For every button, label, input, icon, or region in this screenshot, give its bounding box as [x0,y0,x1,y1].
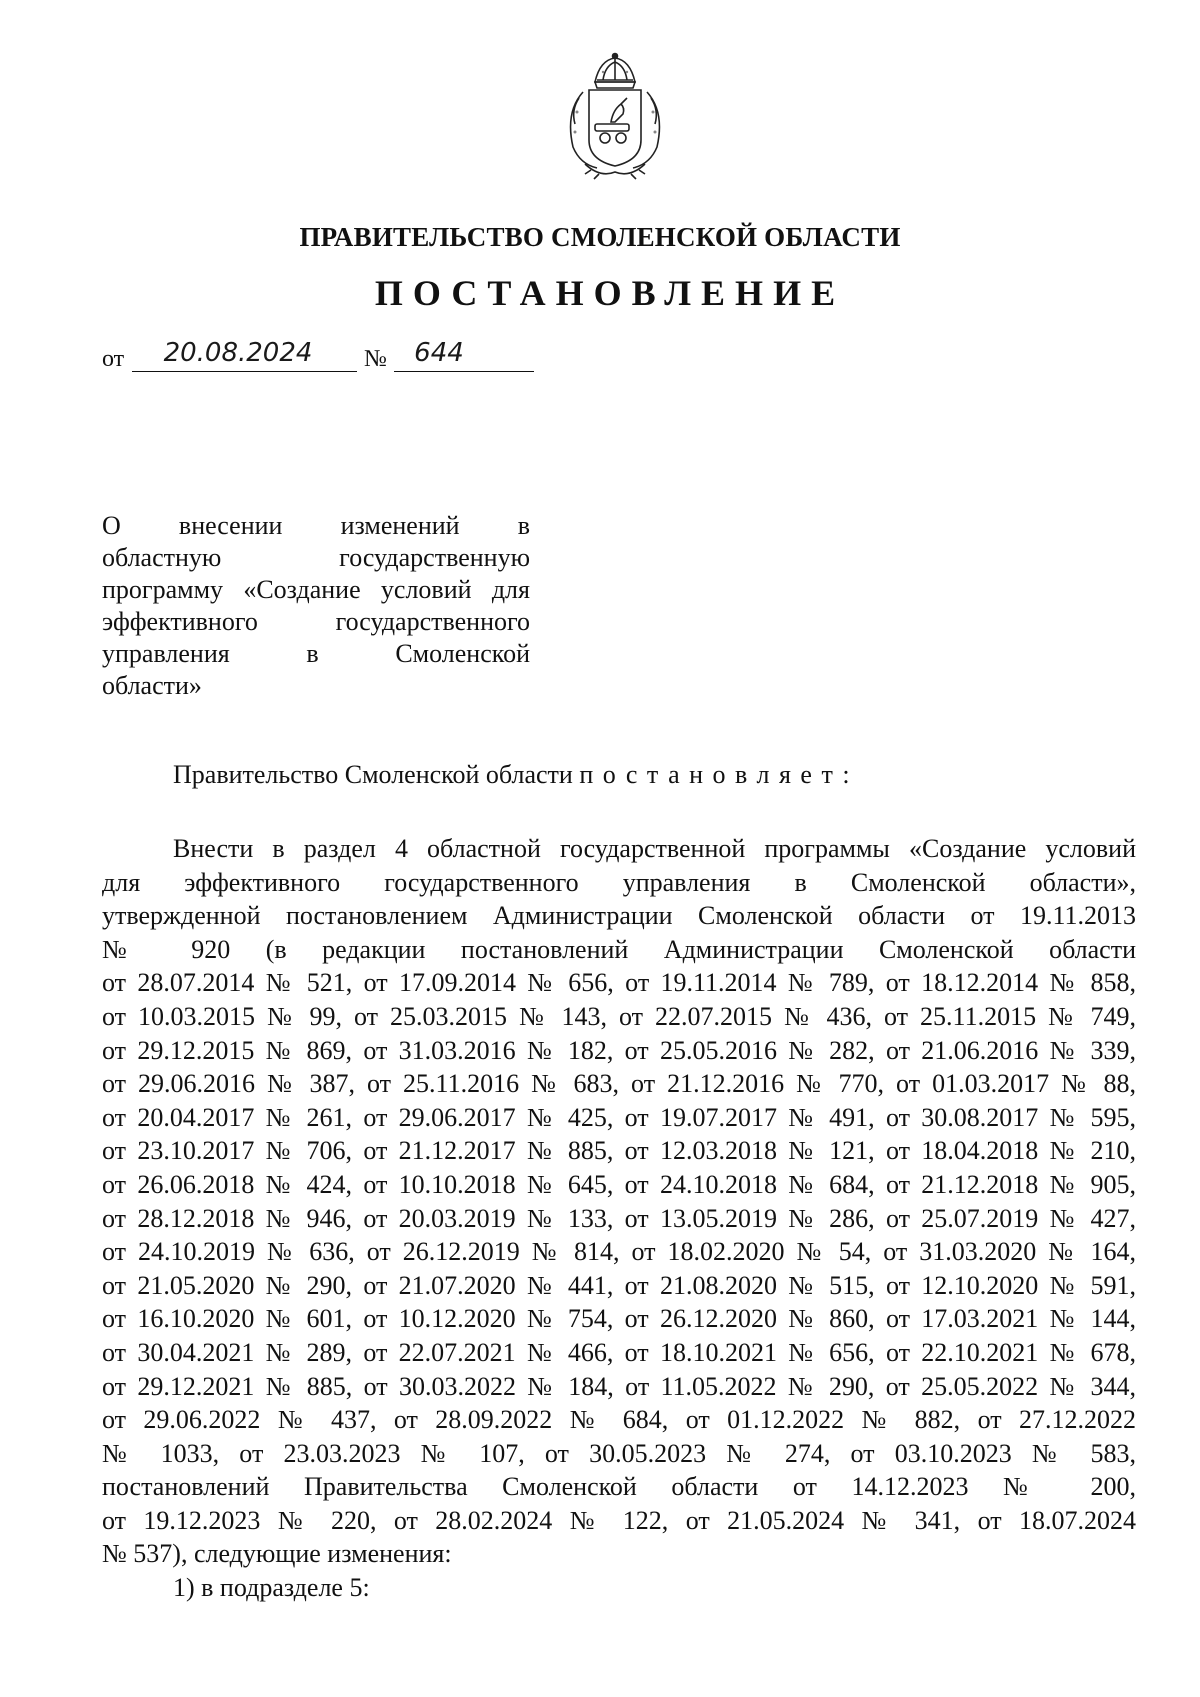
subject-line: областную государственную [102,543,530,572]
coat-of-arms-icon [555,52,675,182]
date-underline [132,371,357,372]
body-line: № 537), следующие изменения: [102,1539,452,1569]
body-line: от 10.03.2015 № 99, от 25.03.2015 № 143, от 22.07.2015 № 436, от 25.11.2015 № 749, [102,1001,1136,1031]
document-body [102,832,1136,1605]
subject-line: эффективного государственного [102,607,530,636]
decree-verb: постановляет: [579,760,860,789]
body-line: от 29.06.2016 № 387, от 25.11.2016 № 683, от 21.12.2016 № 770, от 01.03.2017 № 88, [102,1069,1136,1099]
subject-line: области» [102,671,202,700]
document-subject [102,510,530,702]
body-line: от 29.12.2015 № 869, от 31.03.2016 № 182, от 25.05.2016 № 282, от 21.06.2016 № 339, [102,1035,1136,1065]
body-line: № 1033, от 23.03.2023 № 107, от 30.05.2023 № 274, от 03.10.2023 № 583, [102,1438,1136,1468]
body-line: от 20.04.2017 № 261, от 29.06.2017 № 425, от 19.07.2017 № 491, от 30.08.2017 № 595, [102,1102,1136,1132]
decree-subject: Правительство Смоленской области [173,760,573,789]
number-value: 644 [414,338,464,368]
body-line: от 30.04.2021 № 289, от 22.07.2021 № 466, от 18.10.2021 № 656, от 22.10.2021 № 678, [102,1337,1136,1367]
body-line: утвержденной постановлением Администрации Смоленской области от 19.11.2013 [102,901,1136,931]
number-underline [394,371,534,372]
body-line: постановлений Правительства Смоленской области от 14.12.2023 № 200, [102,1472,1136,1502]
subject-line: О внесении изменений в [102,511,530,540]
body-line: от 21.05.2020 № 290, от 21.07.2020 № 441, от 21.08.2020 № 515, от 12.10.2020 № 591, [102,1270,1136,1300]
organization-title: ПРАВИТЕЛЬСТВО СМОЛЕНСКОЙ ОБЛАСТИ [299,222,901,252]
date-prefix: от [102,346,125,372]
body-line: от 29.06.2022 № 437, от 28.09.2022 № 684, от 01.12.2022 № 882, от 27.12.2022 [102,1405,1136,1435]
body-line: от 23.10.2017 № 706, от 21.12.2017 № 885, от 12.03.2018 № 121, от 18.04.2018 № 210, [102,1136,1136,1166]
body-line: № 920 (в редакции постановлений Администрации Смоленской области [102,934,1136,964]
body-line: для эффективного государственного управления в Смоленской области», [102,867,1136,897]
decree-statement [173,760,859,790]
list-item: 1) в подразделе 5: [173,1573,370,1603]
body-line: от 19.12.2023 № 220, от 28.02.2024 № 122, от 21.05.2024 № 341, от 18.07.2024 [102,1505,1136,1535]
body-line: от 16.10.2020 № 601, от 10.12.2020 № 754, от 26.12.2020 № 860, от 17.03.2021 № 144, [102,1304,1136,1334]
body-line: от 28.12.2018 № 946, от 20.03.2019 № 133, от 13.05.2019 № 286, от 25.07.2019 № 427, [102,1203,1136,1233]
document-type: ПОСТАНОВЛЕНИЕ [374,273,846,313]
date-value: 20.08.2024 [163,338,313,368]
subject-line: управления в Смоленской [102,639,530,668]
subject-line: программу «Создание условий для [102,575,530,604]
body-line: от 26.06.2018 № 424, от 10.10.2018 № 645, от 24.10.2018 № 684, от 21.12.2018 № 905, [102,1169,1136,1199]
body-line: Внести в раздел 4 областной государственной программы «Создание условий [173,834,1136,863]
body-line: от 29.12.2021 № 885, от 30.03.2022 № 184, от 11.05.2022 № 290, от 25.05.2022 № 344, [102,1371,1136,1401]
number-prefix: № [364,346,387,372]
body-line: от 28.07.2014 № 521, от 17.09.2014 № 656, от 19.11.2014 № 789, от 18.12.2014 № 858, [102,968,1136,998]
body-line: от 24.10.2019 № 636, от 26.12.2019 № 814, от 18.02.2020 № 54, от 31.03.2020 № 164, [102,1237,1136,1267]
